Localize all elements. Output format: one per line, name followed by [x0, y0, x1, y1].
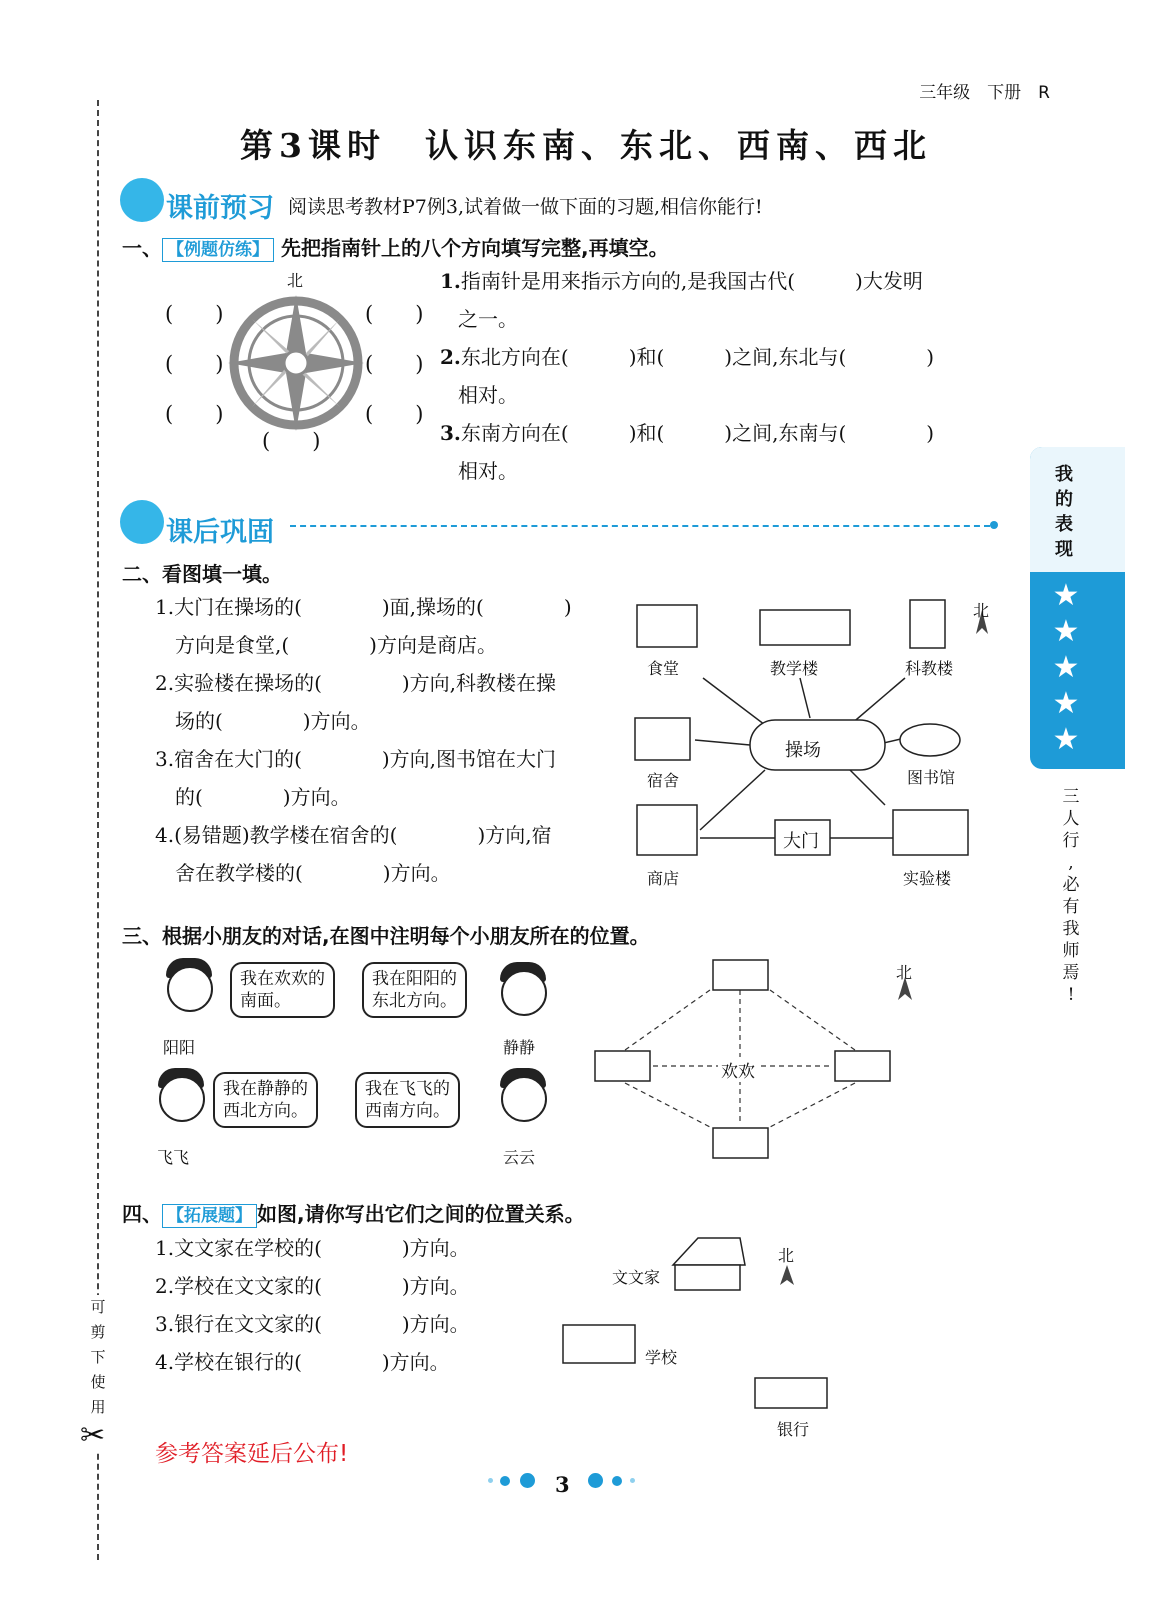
bubble-line: 我在静静的 — [223, 1079, 308, 1099]
bubble-line: 我在飞飞的 — [365, 1079, 450, 1099]
item-number: 2. — [440, 345, 461, 369]
q2-line: 的( )方向。 — [155, 785, 351, 809]
q2-line: 舍在教学楼的( )方向。 — [155, 861, 451, 885]
motto-char: 人 — [1062, 809, 1080, 829]
place-home: 文文家 — [612, 1268, 661, 1287]
map-lab: 实验楼 — [903, 869, 952, 888]
diagram-north-label: 北 — [896, 963, 913, 982]
kid-name: 云云 — [503, 1148, 536, 1167]
q1-tag: 【例题仿练】 — [162, 238, 274, 262]
north-arrow-icon — [780, 1265, 794, 1285]
map-science-building: 科教楼 — [905, 659, 954, 678]
q1-prefix: 一、 — [122, 236, 162, 260]
bubble-line: 南面。 — [240, 991, 291, 1011]
blank-nw[interactable]: ( ) — [165, 302, 224, 326]
page-dot — [500, 1476, 510, 1486]
q2-line: 方向是食堂,( )方向是商店。 — [155, 633, 497, 657]
answer-box-left[interactable] — [595, 1051, 650, 1081]
item-text-cont: 相对。 — [458, 383, 518, 407]
motto-char: , — [1068, 853, 1074, 873]
place-bank: 银行 — [777, 1420, 810, 1439]
bubble-line: 我在阳阳的 — [372, 969, 457, 989]
q2-line: 4.(易错题)教学楼在宿舍的( )方向,宿 — [155, 823, 552, 847]
q1-item-3 — [440, 414, 1015, 452]
star-icon[interactable]: ★ — [1052, 686, 1080, 721]
map-dorm: 宿舍 — [647, 771, 680, 790]
item-text: 指南针是用来指示方向的,是我国古代( )大发明 — [460, 269, 923, 293]
page-title: 第3课时 认识东南、东北、西南、西北 — [240, 126, 932, 165]
q4-lines — [155, 1229, 470, 1381]
q4-line: 2.学校在文文家的( )方向。 — [155, 1274, 470, 1298]
star-icon[interactable]: ★ — [1052, 614, 1080, 649]
q4-prefix: 四、 — [122, 1202, 162, 1226]
grade-label: 三年级 下册 R — [919, 83, 1050, 103]
motto-char: 必 — [1062, 875, 1080, 895]
speech-bubble-yangyang — [230, 962, 335, 1018]
kid-name: 静静 — [503, 1038, 536, 1057]
star-icon[interactable]: ★ — [1052, 722, 1080, 757]
page-dot — [612, 1476, 622, 1486]
mascot-icon — [120, 178, 164, 222]
q4-line: 1.文文家在学校的( )方向。 — [155, 1236, 470, 1260]
bubble-line: 东北方向。 — [372, 991, 457, 1011]
kid-name: 阳阳 — [163, 1038, 196, 1057]
map-shop: 商店 — [647, 869, 680, 888]
bubble-line: 我在欢欢的 — [240, 969, 325, 989]
compass-north-label: 北 — [287, 271, 304, 290]
label-char: 我 — [1055, 464, 1073, 485]
kid-yangyang-avatar — [167, 966, 213, 1012]
q2-line: 2.实验楼在操场的( )方向,科教楼在操 — [155, 671, 557, 695]
q4-north-label: 北 — [778, 1246, 795, 1265]
bubble-line: 西南方向。 — [365, 1101, 450, 1121]
star-icon[interactable]: ★ — [1052, 578, 1080, 613]
preview-intro: 阅读思考教材P7例3,试着做一做下面的习题,相信你能行! — [288, 196, 763, 218]
motto-char: 焉 — [1062, 963, 1080, 983]
blank-sw[interactable]: ( ) — [165, 402, 224, 426]
school-icon — [563, 1325, 635, 1363]
q2-title: 二、看图填一填。 — [122, 562, 282, 586]
page-dot — [488, 1478, 493, 1483]
q2-lines — [155, 588, 572, 892]
answer-box-right[interactable] — [835, 1051, 890, 1081]
map-playground: 操场 — [785, 740, 821, 761]
answer-box-top[interactable] — [713, 960, 768, 990]
motto-char: ! — [1067, 985, 1075, 1005]
q1-text: 先把指南针上的八个方向填写完整,再填空。 — [280, 236, 669, 260]
item-text-cont: 之一。 — [458, 307, 518, 331]
kid-feifei-avatar — [159, 1076, 205, 1122]
cut-char: 用 — [90, 1398, 106, 1416]
blank-se[interactable]: ( ) — [365, 402, 424, 426]
speech-bubble-feifei — [213, 1072, 318, 1128]
page-number: 3 — [555, 1472, 570, 1497]
preview-heading: 课前预习 — [166, 193, 274, 224]
kid-name: 飞飞 — [157, 1148, 190, 1167]
label-char: 表 — [1055, 514, 1073, 535]
blank-w[interactable]: ( ) — [165, 352, 224, 376]
motto-char: 三 — [1062, 787, 1080, 807]
scissors-icon: ✂ — [80, 1418, 106, 1453]
compass-rose — [228, 295, 364, 431]
item-text-cont: 相对。 — [458, 459, 518, 483]
item-number: 3. — [440, 421, 461, 445]
q4-text: 如图,请你写出它们之间的位置关系。 — [257, 1202, 585, 1226]
item-text: 东北方向在( )和( )之间,东北与( ) — [460, 345, 935, 369]
q2-line: 场的( )方向。 — [155, 709, 371, 733]
mascot-icon — [120, 500, 164, 544]
house-roof — [673, 1238, 745, 1265]
q4-line: 4.学校在银行的( )方向。 — [155, 1350, 450, 1374]
divider-dot — [990, 521, 998, 529]
map-gate: 大门 — [783, 831, 819, 852]
cut-instruction — [88, 1295, 108, 1420]
bubble-line: 西北方向。 — [223, 1101, 308, 1121]
q1-header — [122, 232, 669, 262]
kid-jingjing-avatar — [501, 970, 547, 1016]
cut-char: 下 — [90, 1348, 106, 1366]
bank-icon — [755, 1378, 827, 1408]
motto — [1060, 786, 1082, 1006]
q1-item-2 — [440, 338, 1015, 376]
center-label: 欢欢 — [718, 1057, 758, 1082]
motto-char: 我 — [1062, 919, 1080, 939]
blank-e[interactable]: ( ) — [365, 352, 424, 376]
blank-s[interactable]: ( ) — [262, 429, 321, 453]
section-divider — [290, 525, 990, 527]
cut-char: 剪 — [90, 1323, 106, 1341]
page-dot — [630, 1478, 635, 1483]
q3-title: 三、根据小朋友的对话,在图中注明每个小朋友所在的位置。 — [122, 924, 650, 948]
q4-header — [122, 1198, 585, 1228]
cut-char: 使 — [90, 1373, 106, 1391]
speech-bubble-yunyun — [355, 1072, 460, 1128]
motto-char: 行 — [1062, 831, 1080, 851]
page-dot — [588, 1473, 603, 1488]
q4-map — [555, 1230, 855, 1430]
answer-note: 参考答案延后公布! — [155, 1441, 349, 1467]
q2-line: 1.大门在操场的( )面,操场的( ) — [155, 595, 572, 619]
map-teaching-building: 教学楼 — [770, 659, 819, 678]
map-library: 图书馆 — [907, 768, 956, 787]
performance-label — [1055, 462, 1079, 562]
q1-items — [440, 262, 1015, 490]
q2-line: 3.宿舍在大门的( )方向,图书馆在大门 — [155, 747, 557, 771]
cut-char: 可 — [90, 1298, 106, 1316]
label-char: 现 — [1055, 539, 1073, 560]
blank-ne[interactable]: ( ) — [365, 302, 424, 326]
answer-box-bottom[interactable] — [713, 1128, 768, 1158]
speech-bubble-jingjing — [362, 962, 467, 1018]
motto-char: 有 — [1062, 897, 1080, 917]
map-north-label: 北 — [973, 601, 990, 620]
review-heading: 课后巩固 — [166, 517, 274, 548]
item-text: 东南方向在( )和( )之间,东南与( ) — [460, 421, 935, 445]
q4-tag: 【拓展题】 — [162, 1204, 257, 1228]
q1-item-1 — [440, 262, 1015, 300]
kid-yunyun-avatar — [501, 1076, 547, 1122]
page-dot — [520, 1473, 535, 1488]
item-number: 1. — [440, 269, 461, 293]
house-icon — [675, 1265, 740, 1290]
q4-line: 3.银行在文文家的( )方向。 — [155, 1312, 470, 1336]
star-icon[interactable]: ★ — [1052, 650, 1080, 685]
label-char: 的 — [1055, 489, 1073, 510]
place-school: 学校 — [645, 1348, 678, 1367]
map-canteen: 食堂 — [647, 659, 680, 678]
motto-char: 师 — [1062, 941, 1080, 961]
